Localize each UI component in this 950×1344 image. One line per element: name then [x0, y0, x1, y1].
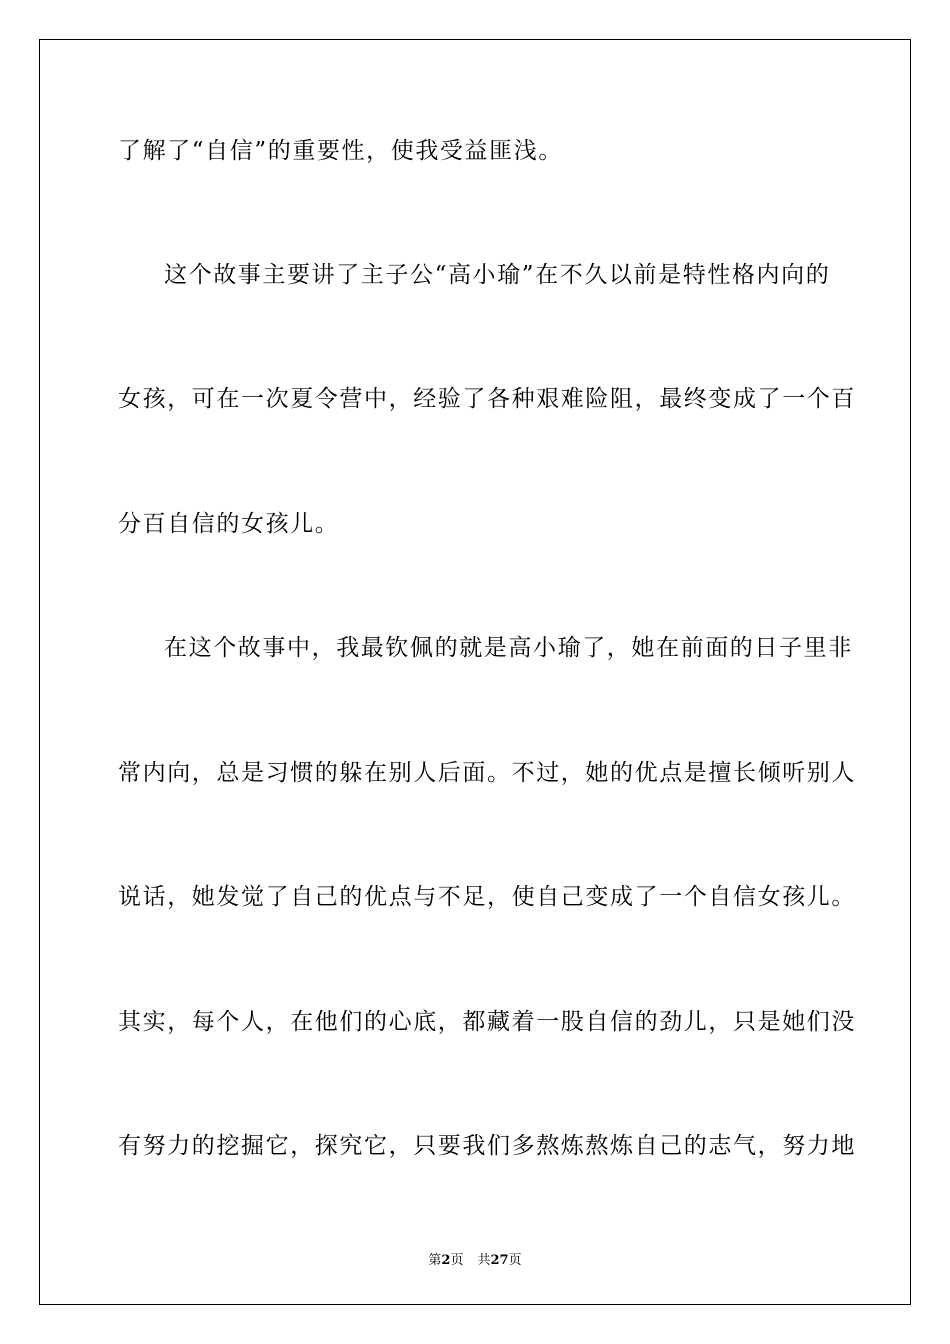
text-line: 这个故事主要讲了主子公“高小瑜”在不久以前是特性格内向的: [164, 262, 831, 288]
text-line: 有努力的挖掘它，探究它，只要我们多熬炼熬炼自己的志气，努力地: [118, 1133, 856, 1159]
text-line: 分百自信的女孩儿。: [118, 511, 340, 537]
text-line: 在这个故事中，我最钦佩的就是高小瑜了，她在前面的日子里非: [164, 635, 853, 661]
page-number: 2: [441, 1253, 451, 1268]
page-suffix: 页: [450, 1253, 464, 1268]
page-footer: [0, 1249, 950, 1268]
text-line: 常内向，总是习惯的躲在别人后面。不过，她的优点是擅长倾听别人: [118, 760, 856, 786]
text-line: 女孩，可在一次夏令营中，经验了各种艰难险阻，最终变成了一个百: [118, 386, 856, 412]
page-border: [39, 39, 911, 1305]
text-line: 说话，她发觉了自己的优点与不足，使自己变成了一个自信女孩儿。: [118, 884, 856, 910]
text-line: 其实，每个人，在他们的心底，都藏着一股自信的劲儿，只是她们没: [118, 1009, 856, 1035]
total-pages: 27: [490, 1253, 509, 1268]
total-suffix: 页: [508, 1253, 522, 1268]
text-line: 了解了“自信”的重要性，使我受益匪浅。: [118, 138, 563, 164]
page-prefix: 第: [428, 1253, 442, 1268]
total-prefix: 共: [477, 1253, 491, 1268]
